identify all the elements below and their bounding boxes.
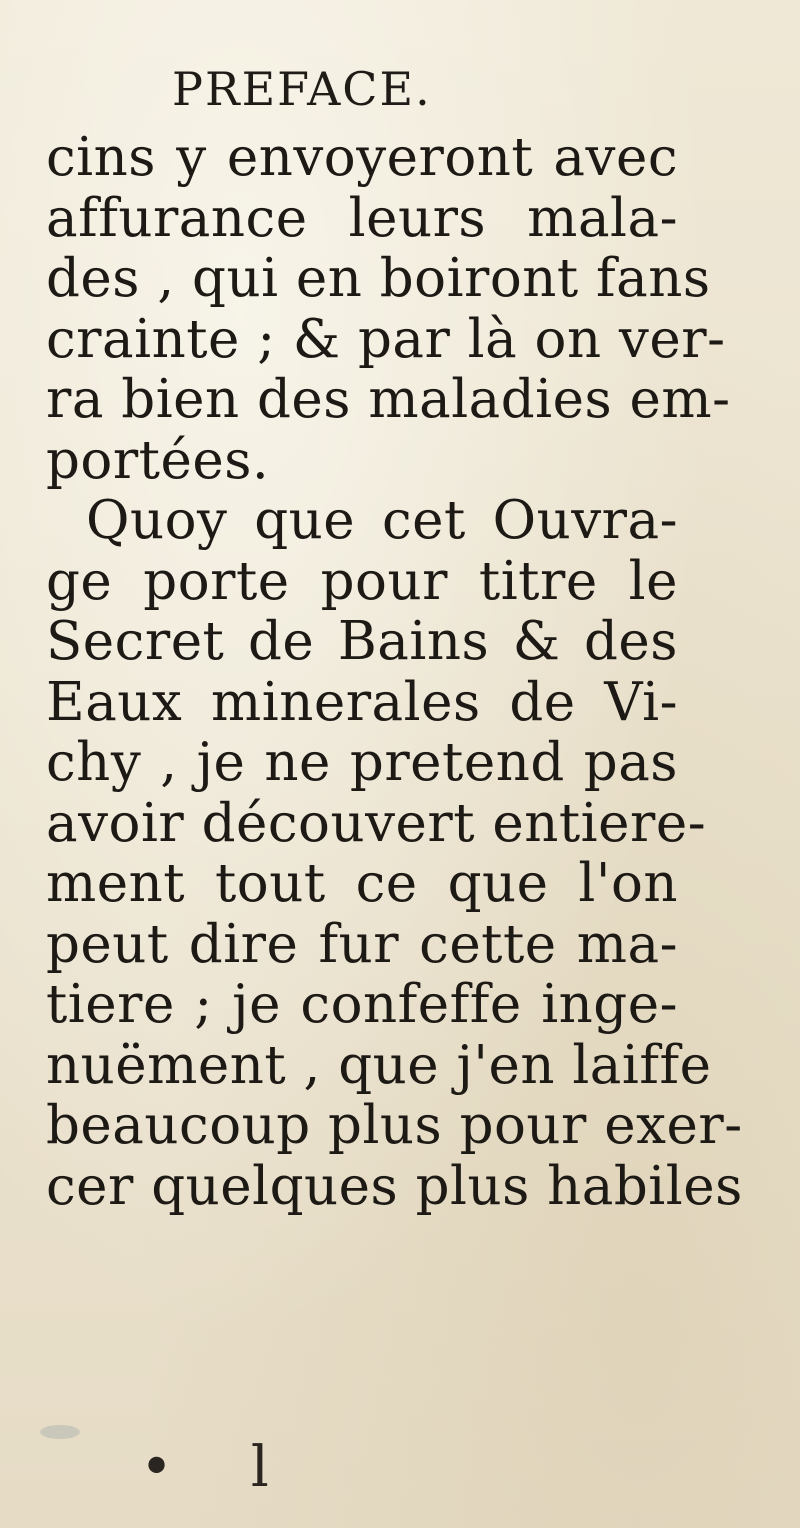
text-line-15: tiere ; je confeffe inge- bbox=[46, 974, 678, 1035]
text-line-17: beaucoup plus pour exer- bbox=[46, 1095, 743, 1156]
text-line-16: nuëment , que j'en laiffe bbox=[46, 1034, 712, 1096]
text-line-12: avoir découvert entiere- bbox=[46, 792, 707, 854]
text-line-11: chy , je ne pretend pas bbox=[46, 732, 678, 793]
text-line-13: ment tout ce que l'on bbox=[46, 853, 678, 914]
text-line-2: affurance leurs mala- bbox=[46, 187, 678, 249]
text-line-5: ra bien des maladies em- bbox=[46, 369, 731, 430]
text-block bbox=[46, 127, 743, 1217]
text-line-6: portées. bbox=[46, 429, 270, 491]
running-head: PREFACE. bbox=[172, 62, 432, 116]
text-line-8: ge porte pour titre le bbox=[46, 550, 678, 612]
text-line-4: crainte ; & par là on ver- bbox=[46, 308, 726, 370]
text-line-14: peut dire fur cette ma- bbox=[46, 913, 678, 975]
text-line-9: Secret de Bains & des bbox=[46, 611, 678, 672]
text-line-18: cer quelques plus habiles bbox=[46, 1155, 743, 1217]
text-line-7: Quoy que cet Ouvra- bbox=[86, 490, 678, 551]
text-line-3: des , qui en boiront fans bbox=[46, 248, 711, 309]
signature-mark: • l bbox=[140, 1435, 299, 1500]
text-line-10: Eaux minerales de Vi- bbox=[46, 671, 678, 733]
ink-stain bbox=[40, 1425, 80, 1439]
text-line-1: cins y envoyeront avec bbox=[46, 127, 678, 188]
